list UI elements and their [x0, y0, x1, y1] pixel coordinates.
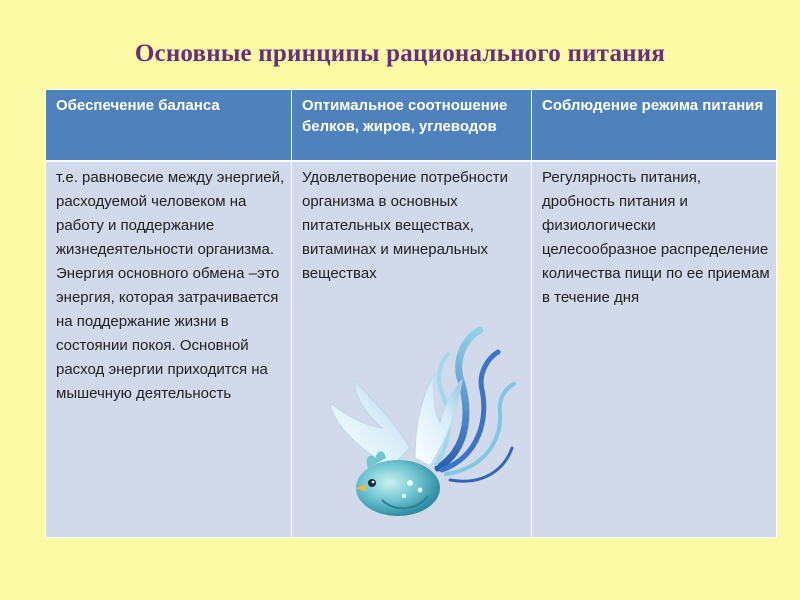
cell-ratio: Удовлетворение потребности организма в основных питательных веществах, витаминах и минеральных веществах — [292, 161, 532, 538]
header-ratio: Оптимальное соотношение белков, жиров, углеводов — [292, 90, 532, 161]
header-regime: Соблюдение режима питания — [532, 90, 777, 161]
bird-eye — [368, 479, 376, 487]
header-row — [46, 90, 777, 161]
tail-feathers — [428, 330, 514, 481]
header-balance: Обеспечение баланса — [46, 90, 292, 161]
cell-balance: т.е. равновесие между энергией, расходуемой человеком на работу и поддержание жизнедеятельности организма. Энергия основного обмена –это энергия, которая затрачивается на поддержание жизни в состоянии покоя. Основной расход энергии приходится на мышечную деятельность — [46, 161, 292, 538]
cell-regime: Регулярность питания, дробность питания и физиологически целесообразное распределение количества пищи по ее приемам в течение дня — [532, 161, 777, 538]
blue-bird-illustration — [320, 318, 525, 523]
slide-title: Основные принципы рационального питания — [134, 40, 666, 67]
